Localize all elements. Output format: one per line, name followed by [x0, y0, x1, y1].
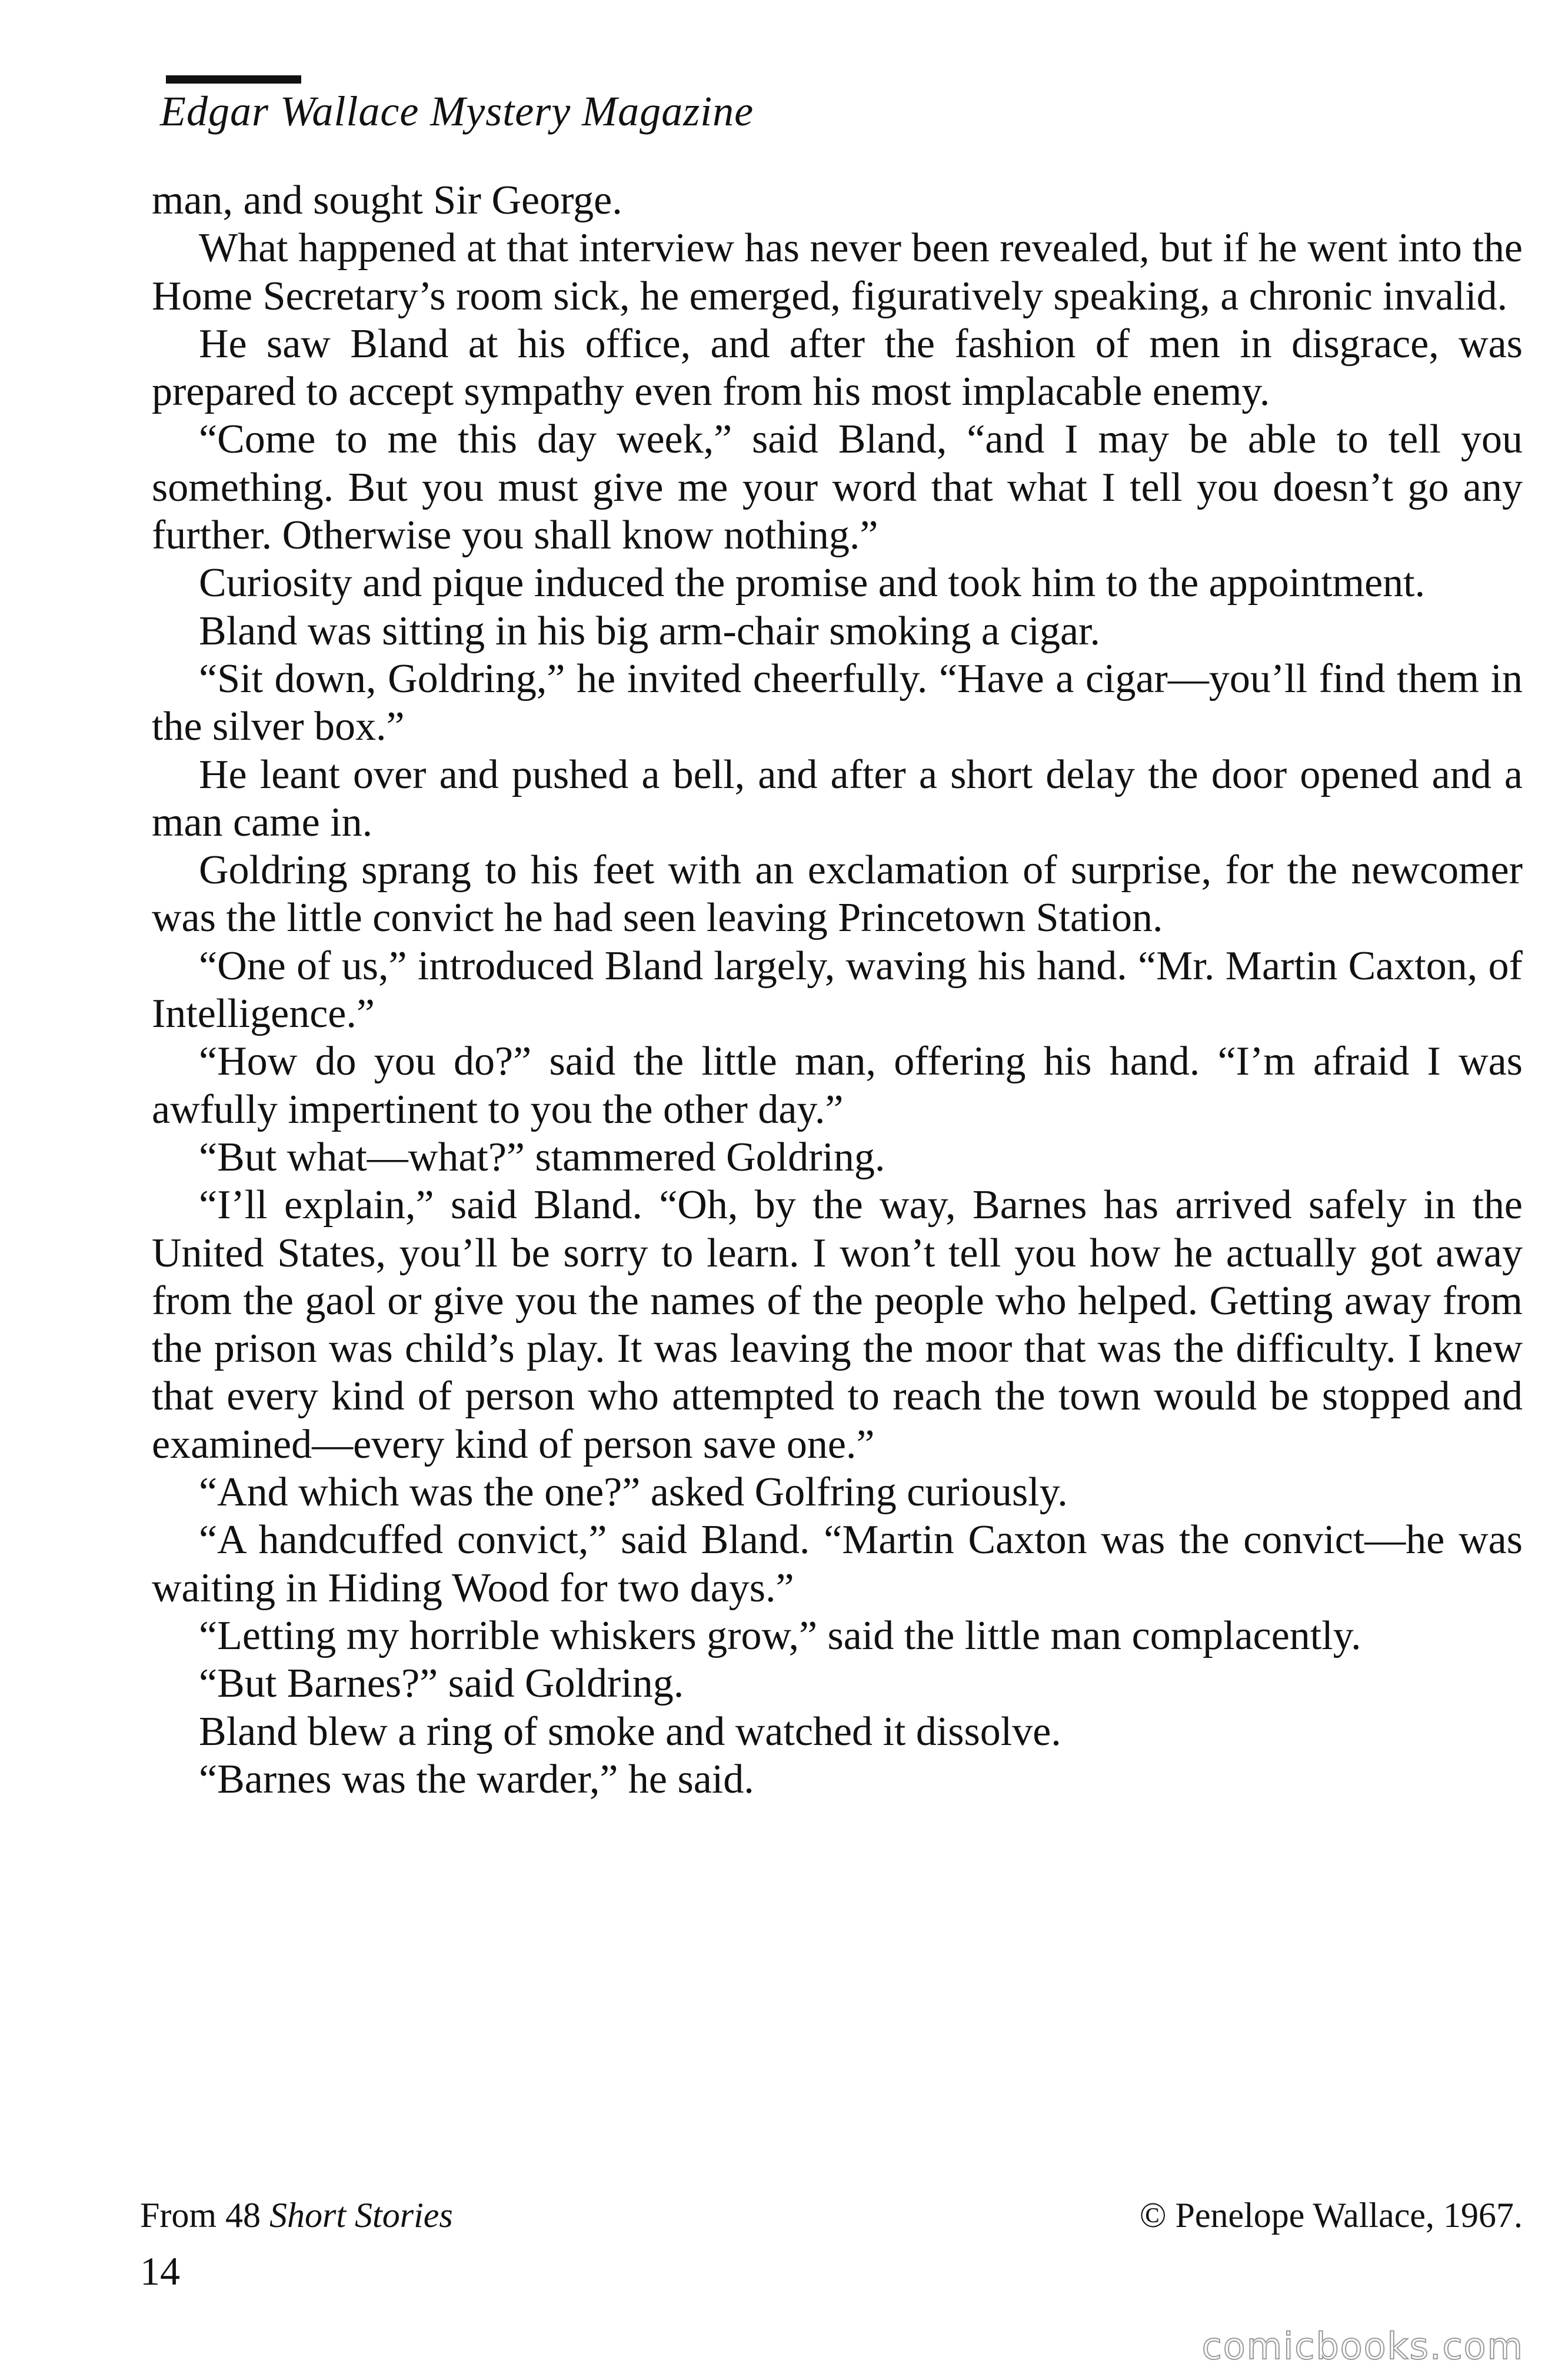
paragraph: Curiosity and pique induced the promise and took him to the appointment.: [199, 560, 1426, 606]
paragraph: “Barnes was the warder,” he said.: [199, 1756, 754, 1802]
magazine-title: Edgar Wallace Mystery Magazine: [160, 88, 754, 135]
paragraph: Bland was sitting in his big arm-chair smoking a cigar.: [199, 608, 1100, 654]
paragraph: Bland blew a ring of smoke and watched it dissolve.: [199, 1708, 1061, 1754]
paragraph: He saw Bland at his office, and after the fashion of men in disgrace, was prepared to accept sympathy even from his most implacable enemy.: [152, 321, 1523, 415]
paragraph: “A handcuffed convict,” said Bland. “Martin Caxton was the convict—he was waiting in Hiding Wood for two days.”: [152, 1517, 1523, 1611]
paragraph: “One of us,” introduced Bland largely, waving his hand. “Mr. Martin Caxton, of Intelligence.”: [152, 943, 1523, 1037]
paragraph: He leant over and pushed a bell, and after a short delay the door opened and a man came in.: [152, 752, 1523, 845]
paragraph: “But Barnes?” said Goldring.: [199, 1661, 684, 1707]
source-prefix: From 48: [140, 2196, 261, 2235]
paragraph: What happened at that interview has never been revealed, but if he went into the Home Secretary’s room sick, he emerged, figuratively speaking, a chronic invalid.: [152, 225, 1523, 319]
copyright-notice: © Penelope Wallace, 1967.: [1139, 2196, 1523, 2235]
source-title: Short Stories: [269, 2196, 453, 2235]
paragraph: “Come to me this day week,” said Bland, “and I may be able to tell you something. But you must give me your word that what I tell you doesn’t go any further. Otherwise you shall know nothing.”: [152, 417, 1523, 559]
page-number: 14: [140, 2249, 180, 2293]
paragraph: “How do you do?” said the little man, offering his hand. “I’m afraid I was awfully impertinent to you the other day.”: [152, 1039, 1523, 1132]
header-rule: [166, 75, 301, 84]
paragraph: man, and sought Sir George.: [152, 178, 622, 223]
site-watermark: comicbooks.com: [1201, 2325, 1524, 2368]
paragraph: “But what—what?” stammered Goldring.: [199, 1134, 885, 1180]
source-credit: [140, 2195, 453, 2236]
paragraph: “Sit down, Goldring,” he invited cheerfully. “Have a cigar—you’ll find them in the silver box.”: [152, 656, 1523, 750]
paragraph: Goldring sprang to his feet with an exclamation of surprise, for the newcomer was the little convict he had seen leaving Princetown Station.: [152, 847, 1523, 941]
paragraph: “I’ll explain,” said Bland. “Oh, by the way, Barnes has arrived safely in the United States, you’ll be sorry to learn. I won’t tell you how he actually got away from the gaol or give you the names of the people who helped. Getting away from the prison was child’s play. It was leaving the moor that was the difficulty. I knew that every kind of person who attempted to reach the town would be stopped and examined—every kind of person save one.”: [152, 1182, 1523, 1467]
story-text: [152, 177, 1523, 1803]
paragraph: “And which was the one?” asked Golfring curiously.: [199, 1470, 1068, 1515]
paragraph: “Letting my horrible whiskers grow,” said the little man complacently.: [199, 1613, 1361, 1658]
